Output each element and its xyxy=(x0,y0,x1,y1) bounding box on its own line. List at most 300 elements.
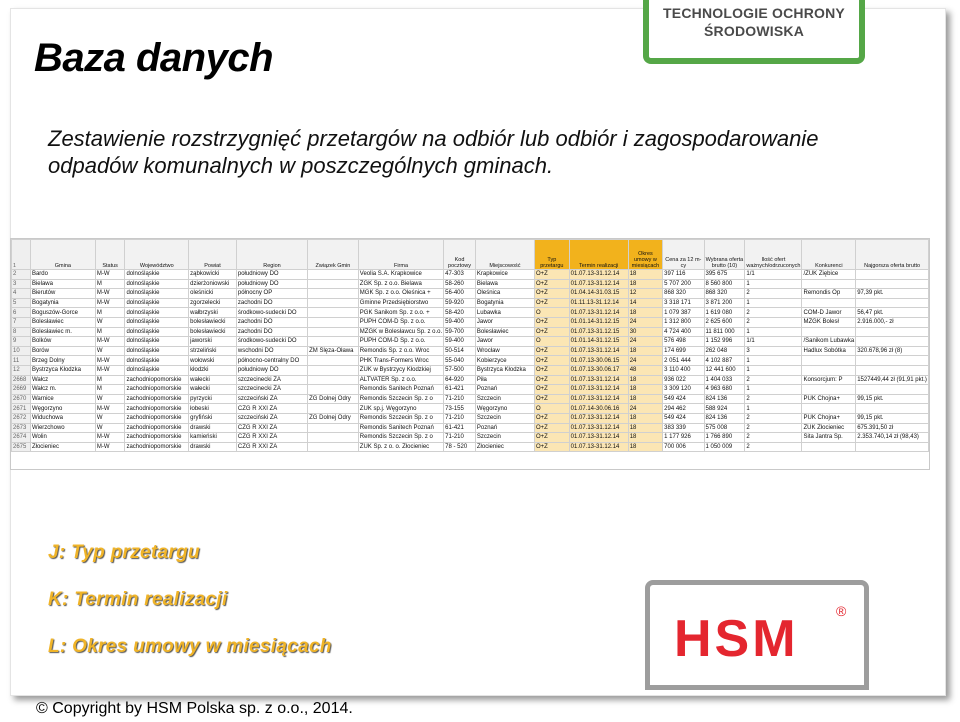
table-cell xyxy=(802,298,856,308)
table-cell: 01.11.13-31.12.14 xyxy=(569,298,628,308)
table-cell: 01.07.13-30.06.15 xyxy=(569,356,628,366)
table-cell: szczecinecki ZA xyxy=(236,385,307,395)
table-cell xyxy=(856,442,929,452)
table-cell: 01.07.13-31.12.14 xyxy=(569,279,628,289)
row-number: 2671 xyxy=(12,404,31,414)
table-cell: zachodniopomorskie xyxy=(125,385,189,395)
table-cell: 3 309 120 xyxy=(663,385,704,395)
table-cell: O+Z xyxy=(535,413,570,423)
table-cell: ZG Dolnej Odry xyxy=(308,394,359,404)
table-cell: drawski xyxy=(189,442,237,452)
table-cell: ALTVATER Sp. z o.o. xyxy=(358,375,443,385)
row-number: 8 xyxy=(12,327,31,337)
table-cell: wałecki xyxy=(189,385,237,395)
table-cell: ZG Dolnej Odry xyxy=(308,413,359,423)
table-cell: 18 xyxy=(628,413,662,423)
table-cell: O+Z xyxy=(535,317,570,327)
table-cell xyxy=(308,442,359,452)
table-cell: łobeski xyxy=(189,404,237,414)
table-cell: dolnośląskie xyxy=(125,298,189,308)
table-cell: M-W xyxy=(95,337,125,347)
table-cell: PUPH COM-D Sp. z o.o. xyxy=(358,337,443,347)
table-cell: 01.07.13-31.12.14 xyxy=(569,385,628,395)
table-cell: 2.353.740,14 zł (98,43) xyxy=(856,433,929,443)
table-cell: 71-210 xyxy=(444,394,476,404)
table-cell: szczeciński ZA xyxy=(236,413,307,423)
table-cell: 24 xyxy=(628,337,662,347)
table-cell: 59-400 xyxy=(444,337,476,347)
table-cell: 30 xyxy=(628,327,662,337)
table-cell: 57-500 xyxy=(444,365,476,375)
table-row xyxy=(12,404,929,414)
table-cell: 01.07.13-31.12.14 xyxy=(569,375,628,385)
table-cell: O+Z xyxy=(535,356,570,366)
table-cell: 936 022 xyxy=(663,375,704,385)
table-cell: M xyxy=(95,375,125,385)
table-cell: 2 xyxy=(745,308,802,318)
table-cell: 1 619 080 xyxy=(704,308,745,318)
table-cell: W xyxy=(95,423,125,433)
table-cell: 01.07.13-31.12.14 xyxy=(569,433,628,443)
table-cell: Kobierzyce xyxy=(475,356,534,366)
table-cell: 01.07.13-31.12.14 xyxy=(569,442,628,452)
table-cell xyxy=(856,385,929,395)
table-cell: Szczecin xyxy=(475,433,534,443)
table-cell: Sita Jantra Sp. xyxy=(802,433,856,443)
table-cell: 294 462 xyxy=(663,404,704,414)
table-cell: MZGK w Bolesławcu Sp. z o.o. xyxy=(359,328,443,335)
table-cell xyxy=(856,404,929,414)
column-header[interactable]: Powiat xyxy=(189,240,237,270)
table-cell: północny OP xyxy=(236,289,307,299)
table-cell: 2 xyxy=(745,394,802,404)
table-cell: M xyxy=(95,308,125,318)
table-cell: ZUK Złocieniec xyxy=(802,423,856,433)
row-number: 2672 xyxy=(12,413,31,423)
logo-line-1: TECHNOLOGIE OCHRONY xyxy=(663,5,845,21)
table-cell: 99,15 pkt. xyxy=(856,413,929,423)
table-cell: wałbrzyski xyxy=(189,308,237,318)
table-cell: 383 339 xyxy=(663,423,704,433)
tos-logo xyxy=(643,0,865,64)
table-cell: Jawor xyxy=(475,317,534,327)
table-cell: wałecki xyxy=(189,375,237,385)
table-cell: 01.07.14-30.06.16 xyxy=(569,404,628,414)
table-cell: M xyxy=(95,279,125,289)
table-cell: M-W xyxy=(95,298,125,308)
table-cell: Wrocław xyxy=(475,346,534,356)
table-cell: 56,47 pkt. xyxy=(856,308,929,318)
table-cell: drawski xyxy=(189,423,237,433)
table-cell: PUK Chojna+ xyxy=(802,394,856,404)
table-row xyxy=(12,385,929,395)
table-row xyxy=(12,365,929,375)
hsm-logo-box xyxy=(645,580,869,690)
column-header[interactable]: Gmina xyxy=(30,240,95,270)
table-cell: PUPH COM-D Sp. z o.o. xyxy=(358,317,443,327)
table-cell: Oleśnica xyxy=(475,289,534,299)
table-cell: 1 050 009 xyxy=(704,442,745,452)
table-cell xyxy=(802,356,856,366)
table-cell: 2 xyxy=(745,433,802,443)
table-cell: zachodniopomorskie xyxy=(125,433,189,443)
table-cell: dolnośląskie xyxy=(125,346,189,356)
table-cell: W xyxy=(95,413,125,423)
table-cell: 01.01.14-31.12.15 xyxy=(569,337,628,347)
table-cell: 73-155 xyxy=(444,404,476,414)
table-cell: Wałcz xyxy=(30,375,95,385)
table-cell: 64-920 xyxy=(444,375,476,385)
table-cell xyxy=(856,365,929,375)
table-cell: 675.391,50 zł xyxy=(856,423,929,433)
table-cell: 99,15 pkt. xyxy=(856,394,929,404)
table-cell: 61-421 xyxy=(444,385,476,395)
table-cell: szczecinecki ZA xyxy=(236,375,307,385)
row-number: 4 xyxy=(12,289,31,299)
table-cell xyxy=(308,327,359,337)
table-cell: 2 xyxy=(745,375,802,385)
table-cell: ZUK w Bystrzycy Kłodzkiej xyxy=(358,365,443,375)
table-cell: 18 xyxy=(628,423,662,433)
table-cell: 1527449,44 zł (91,91 pkt.) xyxy=(857,376,927,383)
table-cell: 01.07.13-31.12.14 xyxy=(569,394,628,404)
column-header[interactable]: Miejscowość xyxy=(475,240,534,270)
table-cell: 1 xyxy=(745,404,802,414)
table-cell: kamieński xyxy=(189,433,237,443)
table-cell: Wałcz m. xyxy=(30,385,95,395)
table-cell: Piła xyxy=(475,375,534,385)
row-number: 2673 xyxy=(12,423,31,433)
table-cell: Remondis Szczecin Sp. z o xyxy=(358,433,443,443)
table-cell: szczeciński ZA xyxy=(236,394,307,404)
table-cell: 18 xyxy=(628,308,662,318)
table-row xyxy=(12,337,929,347)
table-cell xyxy=(308,289,359,299)
table-cell: 549 424 xyxy=(663,413,704,423)
spreadsheet-screenshot xyxy=(10,238,930,470)
row-number: 2675 xyxy=(12,442,31,452)
table-cell: 1 404 033 xyxy=(704,375,745,385)
table-cell: środkowo-sudecki DO xyxy=(236,308,307,318)
table-cell xyxy=(856,270,929,280)
table-cell: M-W xyxy=(95,433,125,443)
table-cell: MZGK Bolesł xyxy=(802,317,856,327)
table-cell: 1 xyxy=(745,365,802,375)
table-cell: południowy DO xyxy=(236,365,307,375)
table-cell: 59-920 xyxy=(444,298,476,308)
table-cell: dolnośląskie xyxy=(125,279,189,289)
table-cell: zachodniopomorskie xyxy=(125,394,189,404)
table-cell: 18 xyxy=(628,433,662,443)
table-cell: /Sanikom Lubawka xyxy=(803,338,855,345)
table-cell: O+Z xyxy=(535,375,570,385)
table-cell: Bolesławiec xyxy=(475,327,534,337)
table-cell: Veolia S.A. Krapkowice xyxy=(358,270,443,280)
column-header[interactable]: Typ przetargu xyxy=(535,240,570,270)
table-cell: zachodni DO xyxy=(236,327,307,337)
hsm-logo xyxy=(674,605,830,668)
table-cell: zachodniopomorskie xyxy=(125,404,189,414)
table-cell: CZG R XXI ZA xyxy=(236,404,307,414)
table-cell: Szczecin xyxy=(475,413,534,423)
table-cell: Gminne Przedsiębiorstwo xyxy=(358,298,443,308)
table-cell: 549 424 xyxy=(663,394,704,404)
table-cell: 01.07.13-31.12.14 xyxy=(569,346,628,356)
table-cell: Hadlux Sobótka xyxy=(802,346,856,356)
table-cell: 71-210 xyxy=(444,413,476,423)
table-cell: 824 136 xyxy=(704,394,745,404)
table-cell xyxy=(308,385,359,395)
table-cell: 59-400 xyxy=(444,317,476,327)
table-cell: 18 xyxy=(628,385,662,395)
table-cell xyxy=(308,308,359,318)
table-cell: dolnośląskie xyxy=(125,289,189,299)
table-cell: 2 xyxy=(745,289,802,299)
column-header[interactable]: Cena za 12 m-cy xyxy=(663,240,704,270)
column-header[interactable]: Termin realizacji xyxy=(569,240,628,270)
table-row xyxy=(12,279,929,289)
row-number: 9 xyxy=(12,337,31,347)
table-cell: 824 136 xyxy=(704,413,745,423)
table-cell: Poznań xyxy=(475,385,534,395)
table-cell: południowy DO xyxy=(236,270,307,280)
table-cell xyxy=(856,356,929,366)
table-cell: 2 xyxy=(745,317,802,327)
row-number: 2 xyxy=(12,270,31,280)
table-cell: 48 xyxy=(628,365,662,375)
table-cell: 1 xyxy=(745,327,802,337)
row-number: 2669 xyxy=(12,385,31,395)
table-row xyxy=(12,308,929,318)
table-cell: O+Z xyxy=(535,327,570,337)
table-cell: 01.07.13-31.12.14 xyxy=(569,270,628,280)
table-cell: dolnośląskie xyxy=(125,356,189,366)
row-number-header: 1 xyxy=(12,240,31,270)
table-cell: Bielawa xyxy=(475,279,534,289)
table-row xyxy=(12,442,929,452)
table-cell: O xyxy=(535,337,570,347)
table-cell: 2 xyxy=(745,423,802,433)
column-header[interactable]: Status xyxy=(95,240,125,270)
table-cell xyxy=(308,337,359,347)
table-cell: 12 xyxy=(628,289,662,299)
table-cell: Krapkowice xyxy=(475,270,534,280)
table-cell: 868 320 xyxy=(704,289,745,299)
column-header[interactable]: Województwo xyxy=(125,240,189,270)
table-cell: Lubawka xyxy=(475,308,534,318)
table-cell: północno-centralny DO xyxy=(236,356,307,366)
table-cell: 01.07.13-30.06.17 xyxy=(569,365,628,375)
table-cell: 320.678,96 zł (8) xyxy=(856,346,929,356)
table-cell xyxy=(802,279,856,289)
table-cell: 395 675 xyxy=(704,270,745,280)
table-cell: M-W xyxy=(95,442,125,452)
table-cell: 18 xyxy=(628,442,662,452)
table-cell xyxy=(802,404,856,414)
table-row xyxy=(12,394,929,404)
table-cell: Remondis Szczecin Sp. z o xyxy=(358,394,443,404)
column-header[interactable]: Konkurenci xyxy=(802,240,856,270)
table-cell xyxy=(856,279,929,289)
table-cell: Wolin xyxy=(30,433,95,443)
table-body xyxy=(12,270,929,452)
table-cell: 1 152 996 xyxy=(704,337,745,347)
table-cell xyxy=(308,433,359,443)
table-cell xyxy=(308,279,359,289)
table-cell: 1 xyxy=(745,298,802,308)
table-cell: Jawor xyxy=(475,337,534,347)
table-cell: bolesławiecki xyxy=(189,327,237,337)
table-cell: O+Z xyxy=(535,270,570,280)
table-cell xyxy=(802,385,856,395)
column-header[interactable]: Związek Gmin xyxy=(308,240,359,270)
table-row xyxy=(12,317,929,327)
table-cell: gryfiński xyxy=(189,413,237,423)
table-cell: Bierutów xyxy=(30,289,95,299)
table-cell: Widuchowa xyxy=(30,413,95,423)
column-header[interactable]: Kod pocztowy xyxy=(444,240,476,270)
table-cell: 61-421 xyxy=(444,423,476,433)
table-cell: 18 xyxy=(628,279,662,289)
row-number: 11 xyxy=(12,356,31,366)
table-cell: Brzeg Dolny xyxy=(30,356,95,366)
table-cell: 24 xyxy=(628,404,662,414)
table-cell: 01.07.13-31.12.14 xyxy=(569,413,628,423)
table-cell: 4 724 400 xyxy=(663,327,704,337)
table-cell: ZM Ślęza-Oława xyxy=(308,346,359,356)
legend-item-l: L: Okres umowy w miesiącach xyxy=(48,636,332,657)
table-cell: W xyxy=(95,346,125,356)
table-cell: 2 051 444 xyxy=(663,356,704,366)
row-number: 2674 xyxy=(12,433,31,443)
table-cell: 576 498 xyxy=(663,337,704,347)
table-cell: Bogatynia xyxy=(30,298,95,308)
table-row xyxy=(12,327,929,337)
column-header[interactable]: Firma xyxy=(358,240,443,270)
table-cell: Remondis Sanitech Poznań xyxy=(358,385,443,395)
table-cell: M-W xyxy=(95,356,125,366)
table-cell: 18 xyxy=(628,394,662,404)
row-number: 12 xyxy=(12,365,31,375)
table-cell: 575 008 xyxy=(704,423,745,433)
row-number: 2670 xyxy=(12,394,31,404)
table-cell: W xyxy=(95,394,125,404)
hsm-logo-text: HSM xyxy=(674,610,799,668)
table-row xyxy=(12,298,929,308)
table-cell: 1 xyxy=(745,356,802,366)
table-cell: 3 110 400 xyxy=(663,365,704,375)
column-header[interactable]: Ilość ofert ważnych/odrzuconych xyxy=(745,240,802,270)
registered-mark: ® xyxy=(836,603,847,619)
table-cell: Bolesławiec m. xyxy=(30,327,95,337)
table-cell: 50-514 xyxy=(444,346,476,356)
table-cell: strzeliński xyxy=(189,346,237,356)
slide-subtitle: Zestawienie rozstrzygnięć przetargów na odbiór lub odbiór i zagospodarowanie odpadów komunalnych w poszczególnych gminach. xyxy=(48,126,819,178)
table-cell: zachodniopomorskie xyxy=(125,375,189,385)
table-cell: ZGK Sp. z o.o. Bielawa xyxy=(358,279,443,289)
table-cell: 2 xyxy=(745,413,802,423)
table-cell: PHK Trans-Formers Wroc xyxy=(358,356,443,366)
table-cell: Bystrzyca Kłodzka xyxy=(30,365,95,375)
table-cell: 174 699 xyxy=(663,346,704,356)
table-cell: dzierżoniowski xyxy=(189,279,237,289)
table-cell: Borów xyxy=(30,346,95,356)
table-cell: 4 963 680 xyxy=(704,385,745,395)
table-cell: 18 xyxy=(628,270,662,280)
table-cell: COM-D Jawor xyxy=(802,308,856,318)
table-cell: Remondis Sp. z o.o. Wroc xyxy=(358,346,443,356)
column-header[interactable]: Najgorsza oferta brutto xyxy=(856,240,929,270)
table-cell: 56-400 xyxy=(444,289,476,299)
header-row xyxy=(12,240,929,270)
row-number: 5 xyxy=(12,298,31,308)
table-cell: Boguszów-Gorce xyxy=(30,308,95,318)
table-row xyxy=(12,356,929,366)
table-cell: Węgorzyno xyxy=(475,404,534,414)
row-number: 6 xyxy=(12,308,31,318)
table-cell: 1/1 xyxy=(745,270,802,280)
column-header[interactable]: Wybrana oferta brutto (10) xyxy=(704,240,745,270)
table-cell xyxy=(856,327,929,337)
table-cell xyxy=(856,337,929,347)
table-cell: 5 707 200 xyxy=(663,279,704,289)
table-cell: 1/1 xyxy=(745,337,802,347)
table-cell: wschodni DO xyxy=(236,346,307,356)
table-cell: oleśnicki xyxy=(189,289,237,299)
table-cell: O+Z xyxy=(535,423,570,433)
table-cell: 18 xyxy=(628,346,662,356)
table-cell: 1 079 387 xyxy=(663,308,704,318)
table-cell: 2.916.000,- zł xyxy=(856,317,929,327)
table-cell: dolnośląskie xyxy=(125,308,189,318)
table-cell: O+Z xyxy=(535,385,570,395)
table-cell: 58-260 xyxy=(444,279,476,289)
table-cell: ząbkowicki xyxy=(189,270,237,280)
table-cell: kłodzki xyxy=(189,365,237,375)
table-cell: 01.01.14-31.12.15 xyxy=(569,317,628,327)
column-header[interactable]: Okres umowy w miesiącach xyxy=(628,240,662,270)
table-cell xyxy=(802,327,856,337)
table-cell: 01.04.14-31.03.15 xyxy=(569,289,628,299)
table-cell: 1 xyxy=(745,279,802,289)
table-cell: 3 871 200 xyxy=(704,298,745,308)
table-cell: zachodni DO xyxy=(236,317,307,327)
table-cell: 01.07.13-31.12.14 xyxy=(569,423,628,433)
legend-item-k: K: Termin realizacji xyxy=(48,589,228,610)
table-cell: O+Z xyxy=(535,442,570,452)
logo-line-2: ŚRODOWISKA xyxy=(704,23,804,39)
legend-item-j: J: Typ przetargu xyxy=(48,542,200,563)
table-cell: O+Z xyxy=(535,298,570,308)
table-cell: 01.07.13-31.12.15 xyxy=(569,327,628,337)
table-cell: ZUK sp.j. Węgorzyno xyxy=(358,404,443,414)
table-cell: Bystrzyca Kłodzka xyxy=(475,365,534,375)
table-cell: 2 xyxy=(745,442,802,452)
table-cell: 3 xyxy=(745,346,802,356)
table-cell: dolnośląskie xyxy=(125,270,189,280)
table-cell: Remondis Szczecin Sp. z o xyxy=(358,413,443,423)
table-cell: 1 312 800 xyxy=(663,317,704,327)
row-number: 3 xyxy=(12,279,31,289)
table-cell xyxy=(856,298,929,308)
table-cell: 397 116 xyxy=(663,270,704,280)
table-cell: 97,39 pkt. xyxy=(856,289,929,299)
table-cell: Wierzchowo xyxy=(30,423,95,433)
table-cell xyxy=(308,375,359,385)
column-header[interactable]: Region xyxy=(236,240,307,270)
table-cell: M-W xyxy=(95,365,125,375)
table-cell: dolnośląskie xyxy=(125,317,189,327)
